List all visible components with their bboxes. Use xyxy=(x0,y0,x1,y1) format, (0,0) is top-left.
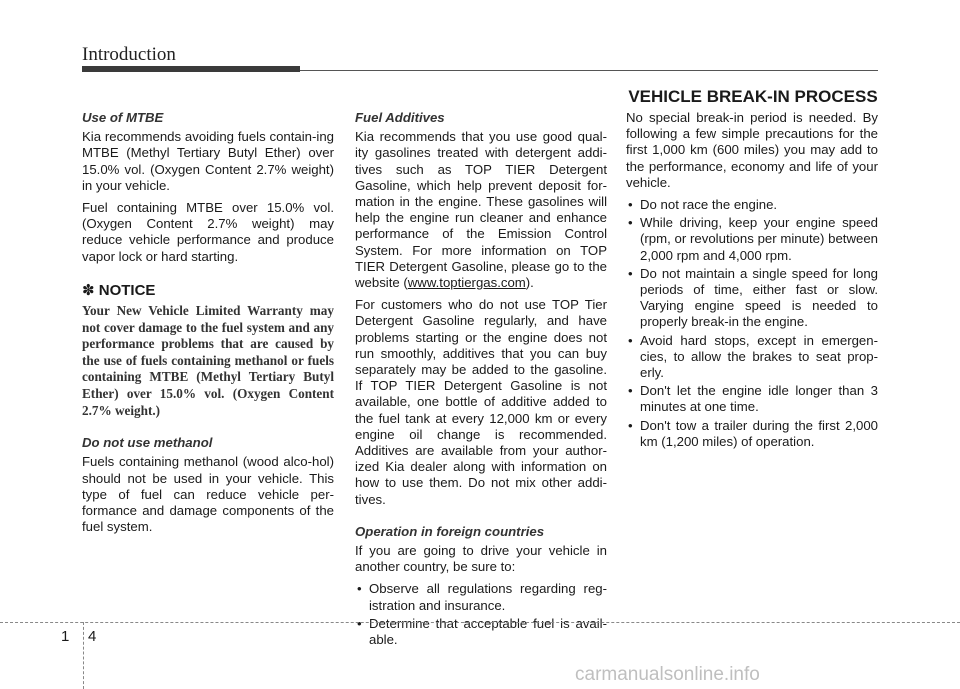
notice-body: Your New Vehicle Limited Warranty may not cover damage to the fuel system and any performance problems that are caused by the use of fuels containing methanol or fuels containing MTBE (Methyl Tertiary Butyl Ether) over 15.0% vol. (Oxygen Content 2.7% weight.) xyxy=(82,303,334,418)
list-item: • Avoid hard stops, except in emergen-cies, to allow the brakes to seat prop-erly. xyxy=(626,333,878,382)
header-rule xyxy=(300,70,878,71)
watermark: carmanualsonline.info xyxy=(575,664,760,685)
notice-heading-label: NOTICE xyxy=(98,281,156,299)
list-item: • Don't tow a trailer during the first 2,000 km (1,200 miles) of operation. xyxy=(626,418,878,450)
foreign-intro: If you are going to drive your vehicle in another country, be sure to: xyxy=(355,543,607,575)
foreign-list xyxy=(355,581,607,648)
list-item: • Do not race the engine. xyxy=(626,197,878,213)
mtbe-heading: Use of MTBE xyxy=(82,110,164,125)
chapter-number: 1 xyxy=(61,628,70,645)
break-in-list xyxy=(626,197,878,450)
footer-rule xyxy=(0,622,960,623)
column-3 xyxy=(626,110,878,452)
methanol-paragraph: Fuels containing methanol (wood alco-hol) should not be used in your vehicle. This type of fuel can reduce vehicle per-formance and damage components of the fuel system. xyxy=(82,454,334,535)
header-bar xyxy=(82,66,300,72)
mtbe-paragraph-1: Kia recommends avoiding fuels contain-ing MTBE (Methyl Tertiary Butyl Ether) over 15.0% vol. (Oxygen Content 2.7% weight) in your vehicle. xyxy=(82,129,334,193)
additives-paragraph-1 xyxy=(355,129,607,291)
list-item: • Determine that acceptable fuel is avail-able. xyxy=(355,616,607,648)
page-number: 4 xyxy=(88,628,97,645)
additives-text-end: ). xyxy=(525,275,534,291)
additives-text: Kia recommends that you use good qual-ity gasolines treated with detergent addi-tives such as TOP TIER Detergent Gasoline, which help prevent deposit for-mation in the engine. These gasolines will help the engine run cleaner and enhance performance of the Emission Control System. For more information on TOP TIER Detergent Gasoline, please go to the website ( xyxy=(355,129,607,291)
methanol-heading: Do not use methanol xyxy=(82,435,213,451)
column-2 xyxy=(355,110,607,650)
notice-heading xyxy=(82,283,334,299)
column-1 xyxy=(82,110,334,541)
foreign-heading: Operation in foreign countries xyxy=(355,523,545,539)
additives-paragraph-2: For customers who do not use TOP Tier Detergent Gasoline regularly, and have problems starting or the engine does not run smoothly, additives that you can buy separately may be added to the gasoline. If TOP TIER Detergent Gasoline is not available, one bottle of additive added to the fuel tank at every 12,000 km or every engine oil change is recommended. Additives are available from your author-ized Kia dealer along with information on how to use them. Do not mix other addi-tives. xyxy=(355,297,607,507)
additives-heading: Fuel Additives xyxy=(355,110,445,125)
footer-divider xyxy=(83,622,84,689)
list-item: • Don't let the engine idle longer than 3 minutes at one time. xyxy=(626,383,878,415)
notice-star-icon: ✽ xyxy=(82,281,95,299)
section-title: VEHICLE BREAK-IN PROCESS xyxy=(628,87,878,106)
header-title: Introduction xyxy=(82,44,176,65)
toptiergas-link[interactable]: www.toptiergas.com xyxy=(407,275,526,291)
mtbe-paragraph-2: Fuel containing MTBE over 15.0% vol. (Oxygen Content 2.7% weight) may reduce vehicle performance and produce vapor lock or hard starting. xyxy=(82,200,334,264)
list-item: • Do not maintain a single speed for long periods of time, either fast or slow. Varying engine speed is needed to properly break-in the engine. xyxy=(626,266,878,331)
list-item: • Observe all regulations regarding reg-istration and insurance. xyxy=(355,581,607,613)
break-in-intro: No special break-in period is needed. By following a few simple precautions for the first 1,000 km (600 miles) you may add to the performance, economy and life of your vehicle. xyxy=(626,110,878,190)
list-item: • While driving, keep your engine speed (rpm, or revolutions per minute) between 2,000 rpm and 4,000 rpm. xyxy=(626,215,878,264)
